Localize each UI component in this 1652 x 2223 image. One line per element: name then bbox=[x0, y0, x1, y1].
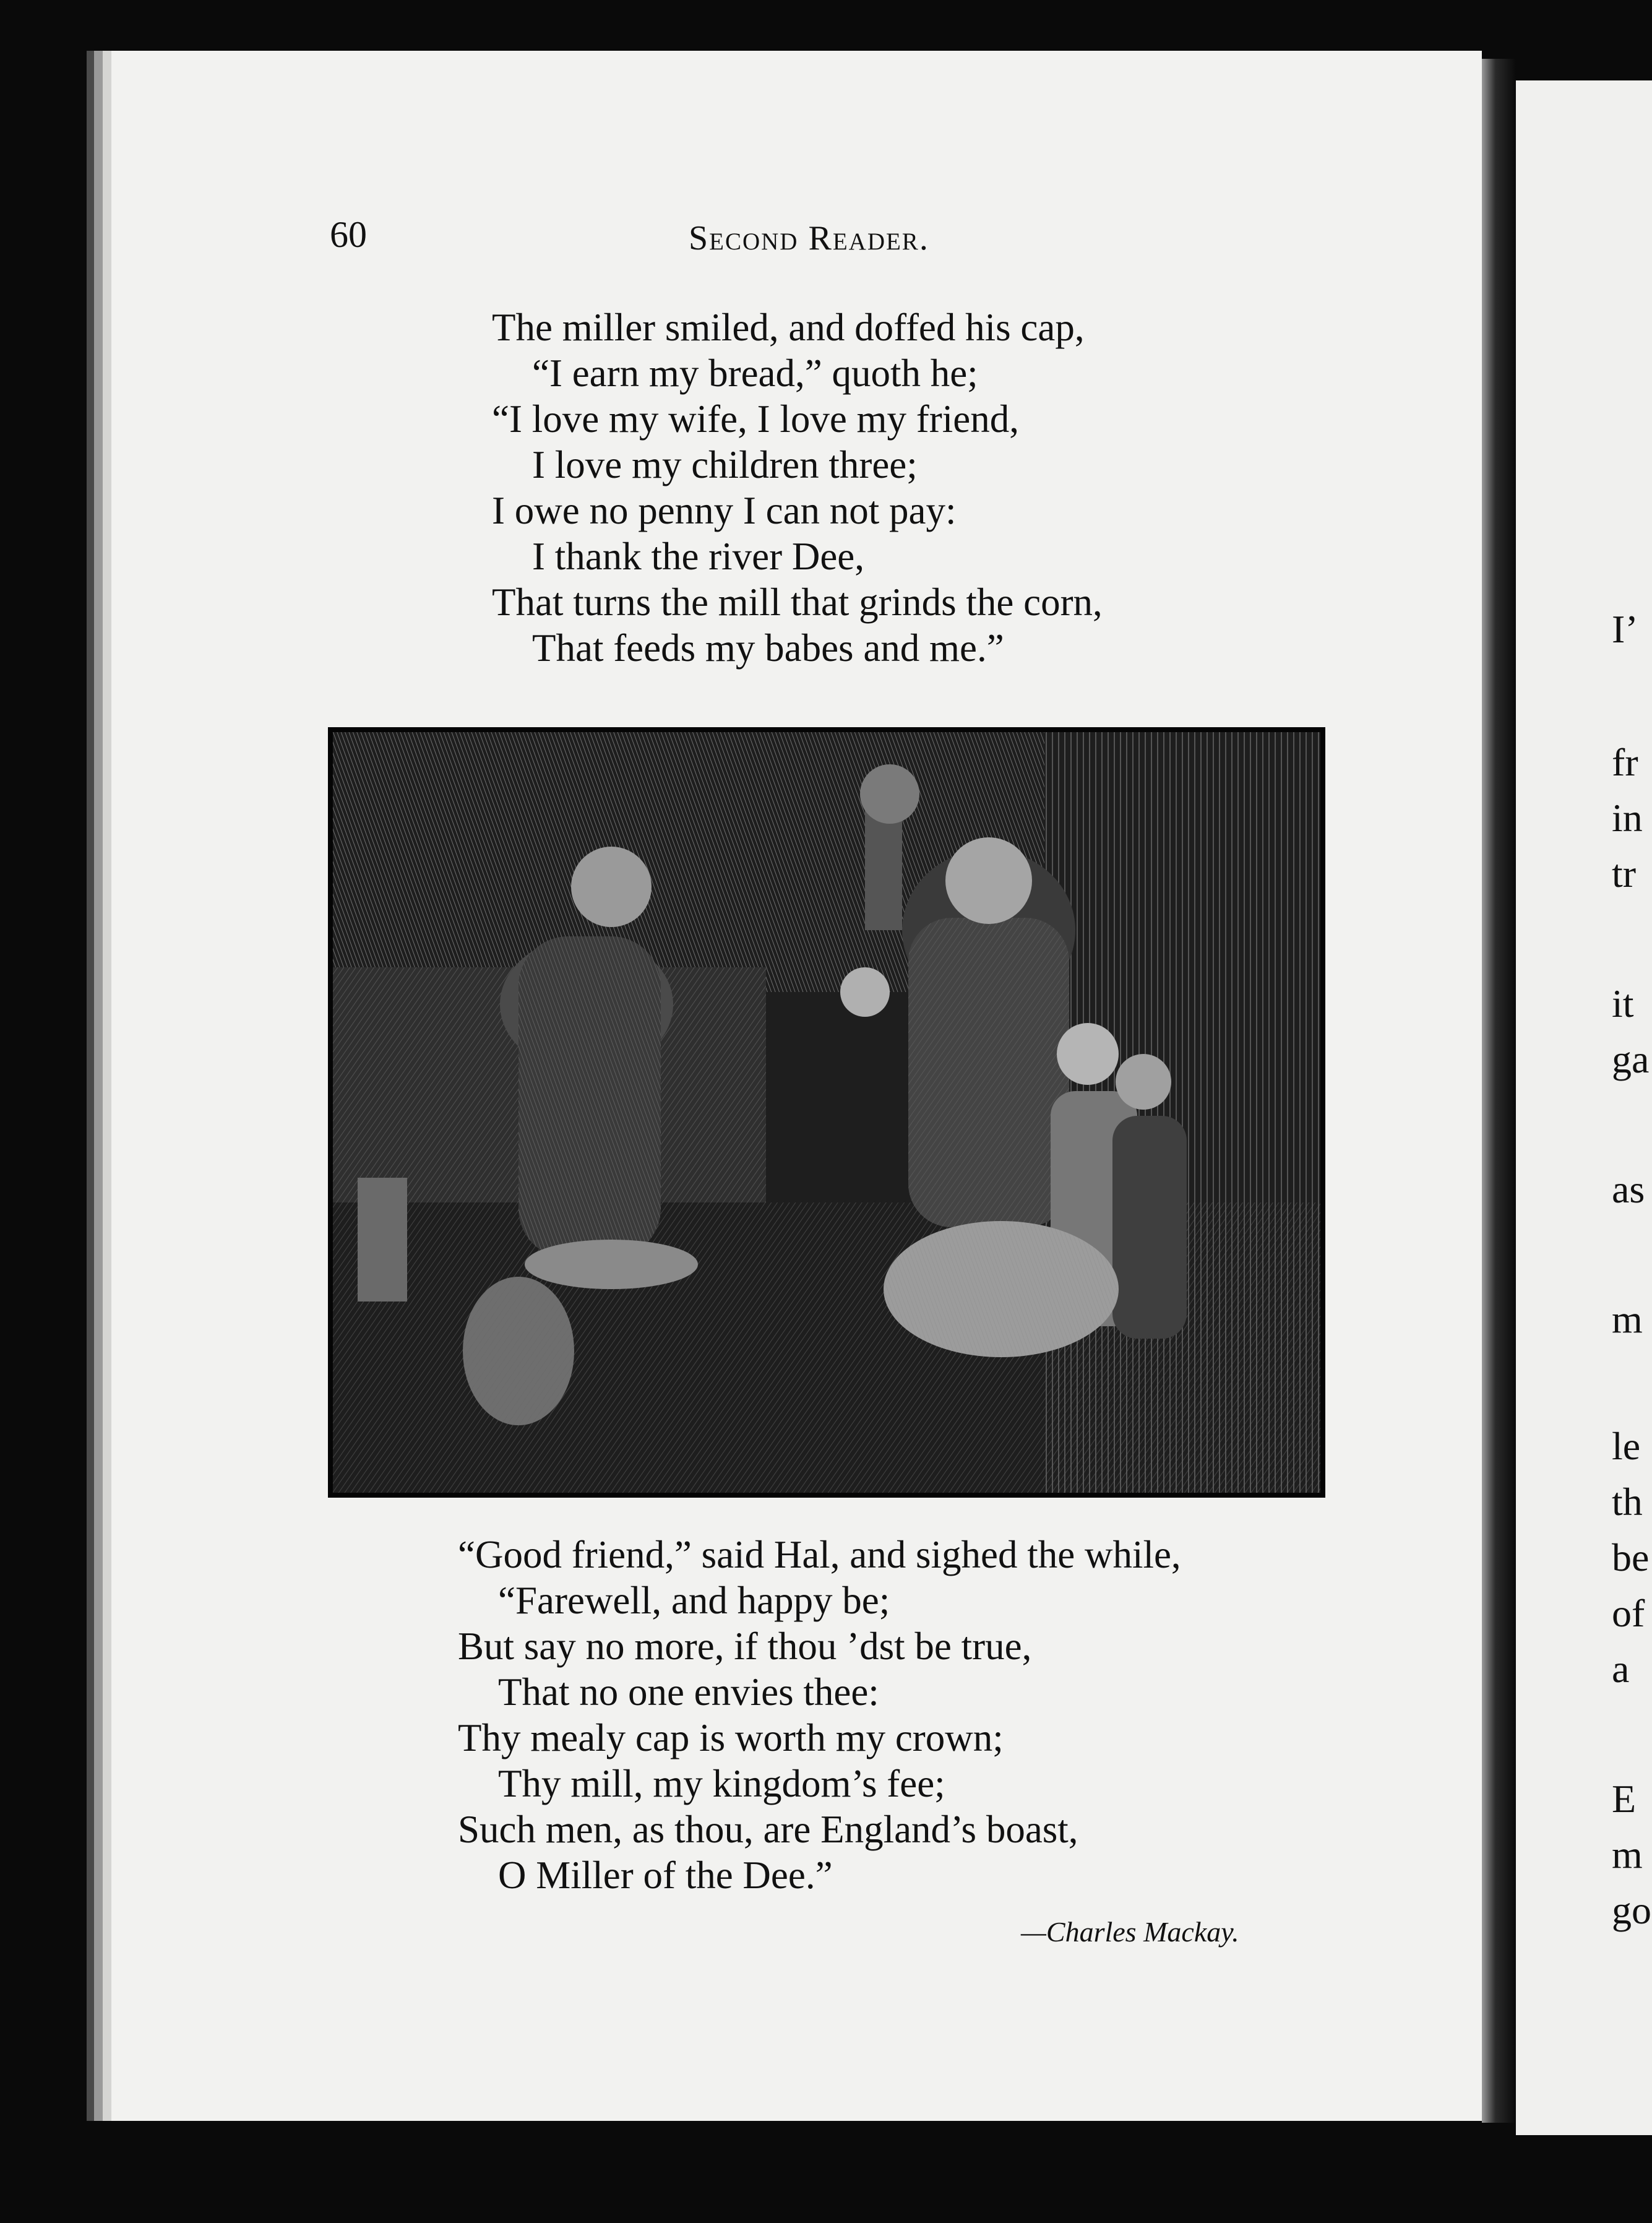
right-page-text-fragment: it bbox=[1612, 982, 1634, 1025]
poem-line: That no one envies thee: bbox=[498, 1670, 879, 1714]
right-page-text-fragment: th bbox=[1612, 1480, 1643, 1524]
poem-line: Thy mill, my kingdom’s fee; bbox=[498, 1762, 945, 1805]
poem-line: “Farewell, and happy be; bbox=[498, 1579, 890, 1622]
right-page bbox=[1516, 80, 1652, 2135]
engraving-illustration bbox=[328, 727, 1325, 1498]
right-page-text-fragment: ga bbox=[1612, 1037, 1650, 1081]
poem-line: “I love my wife, I love my friend, bbox=[492, 397, 1019, 441]
right-page-text-fragment: in bbox=[1612, 796, 1643, 840]
right-page-text-fragment: go bbox=[1612, 1888, 1651, 1932]
engraving-drawing bbox=[333, 732, 1320, 1493]
page-number: 60 bbox=[330, 214, 367, 255]
right-page-text-fragment: E bbox=[1612, 1777, 1637, 1821]
child-figure bbox=[1057, 1023, 1119, 1085]
poem-stanza-2 bbox=[458, 1532, 1181, 1898]
poem-line: That feeds my babes and me.” bbox=[532, 626, 1004, 670]
right-page-text-fragment: I’ bbox=[1612, 607, 1638, 651]
poem-stanza-1 bbox=[492, 304, 1103, 671]
right-page-text-fragment: m bbox=[1612, 1832, 1643, 1876]
right-page-text-fragment: a bbox=[1612, 1647, 1630, 1691]
poem-line: But say no more, if thou ’dst be true, bbox=[458, 1625, 1032, 1668]
poem-line: “Good friend,” said Hal, and sighed the while, bbox=[458, 1533, 1181, 1576]
poem-line: I love my children three; bbox=[532, 443, 918, 486]
poem-attribution: —Charles Mackay. bbox=[1021, 1916, 1239, 1948]
right-page-text-fragment: as bbox=[1612, 1167, 1645, 1211]
child-figure bbox=[1116, 1054, 1171, 1110]
poem-line: “I earn my bread,” quoth he; bbox=[532, 352, 978, 395]
right-page-text-fragment: of bbox=[1612, 1591, 1645, 1635]
poem-line: That turns the mill that grinds the corn, bbox=[492, 581, 1103, 624]
poem-line: I owe no penny I can not pay: bbox=[492, 489, 957, 532]
right-page-text-fragment: m bbox=[1612, 1297, 1643, 1341]
wooden-post bbox=[358, 1178, 407, 1301]
poem-line: Thy mealy cap is worth my crown; bbox=[458, 1716, 1004, 1759]
stool bbox=[525, 1240, 698, 1289]
right-page-text-fragment: fr bbox=[1612, 740, 1638, 784]
child-figure bbox=[840, 967, 890, 1017]
book-gutter bbox=[1482, 59, 1516, 2123]
right-page-text-fragment: le bbox=[1612, 1424, 1641, 1468]
poem-line: O Miller of the Dee.” bbox=[498, 1854, 833, 1897]
running-head: Second Reader. bbox=[689, 219, 929, 257]
page-header bbox=[330, 214, 1320, 269]
poem-line: Such men, as thou, are England’s boast, bbox=[458, 1808, 1078, 1851]
poem-line: I thank the river Dee, bbox=[532, 535, 865, 578]
poem-line: The miller smiled, and doffed his cap, bbox=[492, 306, 1085, 349]
right-page-text-fragment: tr bbox=[1612, 852, 1637, 896]
right-page-text-fragment: be bbox=[1612, 1535, 1650, 1579]
